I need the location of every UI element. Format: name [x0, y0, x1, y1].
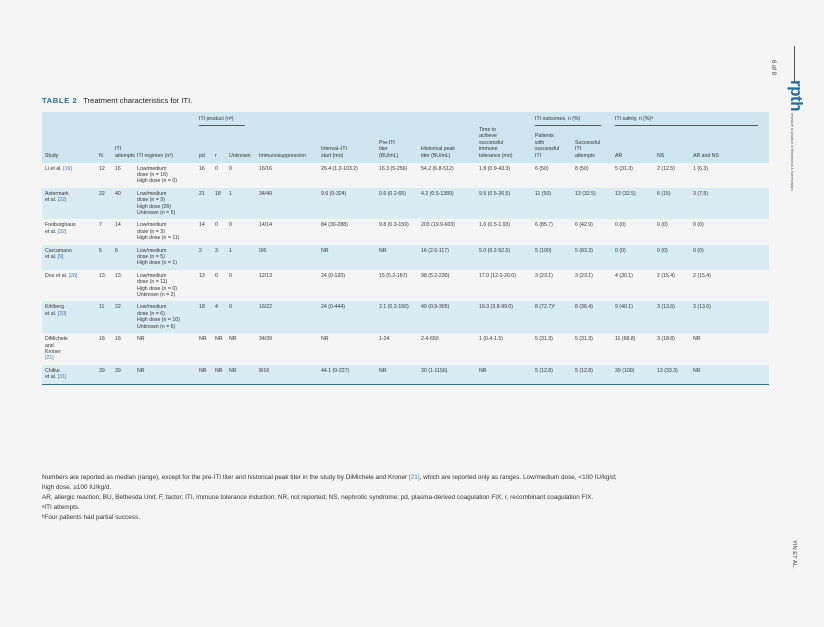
table-cell-peak: 98 (5.2-230)	[421, 272, 450, 279]
table-cell-ns: 3 (13.6)	[654, 301, 690, 333]
table-cell-peak: 4.2 (0.5-1380)	[418, 188, 476, 220]
table-cell-pd: 21	[196, 188, 212, 220]
table-body	[42, 163, 769, 384]
table-cell-attempts: 14	[115, 222, 121, 229]
table-cell-regimen: Low/medium dose (n = 9) High dose (26) Unknown (n = 5)	[134, 188, 196, 220]
table-cell-immuno: 16/22	[256, 301, 318, 333]
table-cell-interval: NR	[318, 245, 376, 270]
margin-rule	[794, 46, 795, 82]
table-cell-arns: 3 (7.5)	[690, 188, 769, 220]
column-header: Patients with successful ITI	[532, 126, 572, 163]
table-cell-time: 19.3 (3.8-99.0)	[476, 301, 532, 333]
table-cell-patients: 6 (85.7)	[535, 222, 553, 229]
table-container	[42, 112, 769, 385]
table-cell-ns: 0 (0)	[654, 245, 690, 270]
table-cell-ns: 2 (15.4)	[657, 272, 675, 279]
footnote-line: ᵃITI attempts.	[42, 504, 80, 511]
table-cell-immuno: 12/13	[259, 272, 272, 279]
citation-link[interactable]: [31]	[57, 374, 67, 381]
table-cell-time: 1.8 (0.9-43.3)	[479, 165, 511, 172]
table-cell-regimen: Low/medium dose (n = 11) High dose (n = 0) Unknown (n = 2)	[137, 272, 177, 299]
table-cell-time: 9.5 (0.5-26.5)	[476, 188, 532, 220]
table-cell-patients: 11 (50)	[532, 188, 572, 220]
table-cell-time: NR	[476, 365, 532, 384]
column-header: Immunosuppression	[256, 126, 318, 163]
citation-link[interactable]: [22]	[57, 197, 67, 204]
table-cell-ar: 0 (0)	[615, 222, 626, 229]
table-cell-attempts-success: 5 (83.3)	[572, 245, 612, 270]
table-cell-unknown: 0	[229, 165, 232, 172]
table-cell-immuno: 16/16	[259, 165, 272, 172]
table-cell-n: 22	[96, 188, 112, 220]
table-cell-ar: 0 (0)	[612, 245, 654, 270]
journal-name: rpth	[787, 80, 806, 112]
table-cell-pd: 2	[196, 245, 212, 270]
column-header: Pre-ITI titer (BU/mL)	[376, 126, 418, 163]
table-cell-unknown: 0	[226, 301, 256, 333]
citation-link[interactable]: [20]	[57, 310, 67, 317]
table-cell-study: Freiburghaus et al. [32]	[45, 222, 76, 235]
table-cell-peak: 40 (0.9-305)	[418, 301, 476, 333]
table-cell-n: 5	[96, 245, 112, 270]
table-cell-regimen: NR	[137, 336, 145, 343]
table-cell-attempts-success: 13 (32.5)	[572, 188, 612, 220]
table-cell-r: 4	[212, 301, 226, 333]
journal-subtitle: research & practice in thrombosis & haemostasis	[790, 113, 794, 191]
table-cell-time: 17.0 (12.0-20.0)	[479, 272, 516, 279]
citation-link[interactable]: [28]	[68, 272, 78, 279]
table-cell-unknown: 1	[226, 245, 256, 270]
table-cell-preiti: 0.6 (0.2-65)	[376, 188, 418, 220]
table-cell-attempts: 22	[112, 301, 134, 333]
table-cell-preiti: NR	[376, 365, 418, 384]
table-row	[42, 219, 769, 244]
table-row	[42, 301, 769, 333]
table-cell-study: Chitlur et al. [31]	[42, 365, 96, 384]
table-cell-attempts: 16	[115, 165, 121, 172]
table-cell-n: 11	[96, 301, 112, 333]
table-cell-immuno: 0/6	[256, 245, 318, 270]
column-header: ITI attempts	[112, 126, 134, 163]
table-cell-attempts-success: 6 (42.9)	[575, 222, 593, 229]
citation-link[interactable]: [21]	[45, 355, 54, 362]
table-cell-patients: 5 (31.3)	[535, 336, 553, 343]
table-cell-time: 1 (0.4-1.5)	[479, 336, 503, 343]
table-row	[42, 365, 769, 384]
table-cell-peak: 2.4-650	[421, 336, 439, 343]
author-running-head: YIN ET AL.	[791, 540, 797, 569]
footnote-line: Numbers are reported as median (range), except for the pre-ITI titer and historical peak titer in the study by DiMichele and Kroner [21], which are reported only as ranges. Low/medium dose, <100 IU/kg/d;	[42, 474, 617, 481]
table-cell-ar: 13 (32.5)	[612, 188, 654, 220]
table-cell-regimen: Low/medium dose (n = 16) High dose (n = 0)	[137, 165, 177, 185]
table-cell-patients: 5 (12.8)	[532, 365, 572, 384]
table-cell-arns: 0 (0)	[693, 222, 704, 229]
table-cell-regimen: NR	[134, 365, 196, 384]
table-cell-unknown: 0	[229, 272, 232, 279]
table-cell-arns: 0 (0)	[690, 245, 769, 270]
table-cell-attempts: 40	[112, 188, 134, 220]
table-cell-preiti: 16.3 (5-256)	[379, 165, 408, 172]
table-row	[42, 163, 769, 188]
table-cell-study: DiMichele and Kroner [21]	[45, 336, 68, 362]
table-cell-attempts-success: 5 (12.8)	[572, 365, 612, 384]
table-cell-patients: 5 (100)	[532, 245, 572, 270]
column-header: Study	[42, 126, 96, 163]
table-cell-unknown: NR	[229, 336, 237, 343]
table-cell-time: 5.0 (0.2-52.5)	[476, 245, 532, 270]
table-cell-pd: NR	[199, 336, 207, 343]
column-header: ITI regimen (nᵃ)	[134, 126, 196, 163]
table-cell-unknown: 1	[226, 188, 256, 220]
table-cell-study: Li et al. [19]	[45, 165, 72, 172]
citation-link[interactable]: [19]	[63, 165, 72, 172]
table-cell-patients: 8 (72.7)ᵇ	[532, 301, 572, 333]
table-cell-attempts-success: 5 (31.3)	[575, 336, 593, 343]
footnote-line: AR, allergic reaction; BU, Bethesda Unit; F, factor; ITI, immune tolerance induction; NR, not reported; NS, nephrotic syndrome; pd, plasma-derived coagulation FIX; r, recombinant coagulation FIX.	[42, 494, 594, 501]
table-cell-arns: NR	[693, 336, 701, 343]
table-column-header-row	[42, 126, 769, 163]
citation-link[interactable]: [32]	[57, 228, 67, 235]
table-cell-attempts-success: 8 (36.4)	[572, 301, 612, 333]
table-cell-patients: 3 (23.1)	[535, 272, 553, 279]
group-header-iti-safety: ITI safety, n (%)ᵃ	[612, 112, 769, 126]
table-cell-pd: 16	[199, 165, 205, 172]
treatment-table	[42, 112, 769, 385]
table-cell-ar: 5 (31.3)	[615, 165, 633, 172]
table-cell-preiti: 15 (5.2-167)	[379, 272, 408, 279]
journal-logo	[786, 80, 806, 191]
table-cell-pd: 13	[199, 272, 205, 279]
table-cell-attempts: 16	[115, 336, 121, 343]
column-header: Successful ITI attempts	[572, 126, 612, 163]
page-number: 6 of 9	[770, 60, 776, 76]
table-cell-study: Astermark et al. [22]	[42, 188, 96, 220]
column-header: Time to achieve successful immune tolerance (mo)	[476, 126, 532, 163]
table-cell-attempts-success: 3 (23.1)	[575, 272, 593, 279]
table-row	[42, 188, 769, 220]
table-cell-r: 0	[215, 165, 218, 172]
table-cell-study: Carcamano et al. [9]	[42, 245, 96, 270]
table-cell-study: Dou et al. [28]	[45, 272, 78, 279]
table-cell-regimen: Low/medium dose (n = 5) High dose (n = 1)	[134, 245, 196, 270]
table-cell-r: NR	[212, 365, 226, 384]
table-cell-r: 0	[215, 222, 218, 229]
table-cell-preiti: 1-24	[379, 336, 390, 343]
table-caption	[42, 96, 192, 105]
table-cell-pd: 18	[196, 301, 212, 333]
table-cell-attempts-success: 8 (50)	[575, 165, 589, 172]
column-header: AR	[612, 126, 654, 163]
column-header: Historical peak titer (BU/mL)	[418, 126, 476, 163]
table-cell-peak: 16 (2.6-117)	[418, 245, 476, 270]
table-cell-ns: 0 (0)	[657, 222, 668, 229]
table-cell-r: NR	[215, 336, 223, 343]
group-header-iti-product: ITI product (nᵃ)	[196, 112, 256, 126]
table-cell-unknown: NR	[226, 365, 256, 384]
table-cell-immuno: 14/14	[259, 222, 272, 229]
table-cell-regimen: Low/medium dose (n = 3) High dose (n = 11)	[137, 222, 180, 242]
table-cell-interval: 44.1 (0-227)	[318, 365, 376, 384]
table-cell-n: 12	[99, 165, 105, 172]
footnote-line: ᵇFour patients had partial success.	[42, 514, 140, 521]
table-cell-arns: 2 (15.4)	[693, 272, 711, 279]
table-row	[42, 245, 769, 270]
table-cell-immuno: 8/16	[256, 365, 318, 384]
table-cell-ar: 9 (40.1)	[612, 301, 654, 333]
column-header: Unknown	[226, 126, 256, 163]
table-cell-preiti: 9.8 (0.3-159)	[379, 222, 409, 229]
table-cell-interval: 9.6 (0-324)	[318, 188, 376, 220]
table-cell-pd: 14	[199, 222, 205, 229]
table-cell-time: 1.0 (0.5-1.93)	[479, 222, 511, 229]
column-header: N	[96, 126, 112, 163]
table-cell-immuno: 34/39	[259, 336, 272, 343]
table-cell-ar: 4 (30.1)	[615, 272, 633, 279]
table-cell-ns: 6 (15)	[654, 188, 690, 220]
column-header: Interval–ITI start (mo)	[318, 126, 376, 163]
column-header: pd	[196, 126, 212, 163]
table-cell-interval: NR	[321, 336, 329, 343]
table-row	[42, 270, 769, 302]
table-cell-n: 16	[99, 336, 105, 343]
table-cell-peak: 54.2 (6.8-512)	[421, 165, 454, 172]
group-header-iti-outcomes: ITI outcomes, n (%)	[532, 112, 612, 126]
citation-link[interactable]: [9]	[57, 254, 64, 261]
table-cell-ns: 2 (12.5)	[657, 165, 675, 172]
table-cell-arns: NR	[690, 365, 769, 384]
table-group-header-row	[42, 112, 769, 126]
table-cell-ar: 39 (100)	[612, 365, 654, 384]
table-cell-interval: 24 (0-444)	[318, 301, 376, 333]
table-title: Treatment characteristics for ITI.	[83, 96, 193, 105]
table-cell-attempts: 6	[112, 245, 134, 270]
table-cell-preiti: 2.1 (0.2-150)	[376, 301, 418, 333]
table-cell-immuno: 34/40	[256, 188, 318, 220]
table-cell-n: 7	[99, 222, 102, 229]
table-cell-peak: 203 (19.9-603)	[421, 222, 456, 229]
table-cell-ns: 13 (33.3)	[654, 365, 690, 384]
table-label: TABLE 2	[42, 96, 78, 105]
table-cell-ns: 3 (18.8)	[657, 336, 675, 343]
table-cell-preiti: NR	[376, 245, 418, 270]
table-cell-peak: 30 (1-1156)	[418, 365, 476, 384]
table-cell-interval: 24 (0-120)	[321, 272, 345, 279]
table-cell-ar: 11 (68.8)	[615, 336, 636, 343]
footnote-line: high dose, ≥100 IU/kg/d.	[42, 484, 112, 491]
table-cell-unknown: 0	[229, 222, 232, 229]
table-cell-attempts: 13	[115, 272, 121, 279]
table-cell-arns: 1 (6.3)	[693, 165, 709, 172]
table-cell-patients: 6 (50)	[535, 165, 549, 172]
column-header: AR and NS	[690, 126, 769, 163]
table-cell-interval: 84 (36-288)	[321, 222, 348, 229]
table-cell-attempts: 39	[112, 365, 134, 384]
table-cell-interval: 26.4 (1.2-103.2)	[321, 165, 358, 172]
table-cell-n: 39	[96, 365, 112, 384]
table-cell-regimen: Low/medium dose (n = 6) High dose (n = 10) Unknown (n = 6)	[134, 301, 196, 333]
table-cell-r: 3	[212, 245, 226, 270]
table-cell-pd: NR	[196, 365, 212, 384]
column-header: r	[212, 126, 226, 163]
table-footnotes	[42, 473, 769, 523]
table-cell-study: Kihlberg et al. [20]	[42, 301, 96, 333]
column-header: NS	[654, 126, 690, 163]
table-cell-n: 13	[99, 272, 105, 279]
table-cell-r: 18	[212, 188, 226, 220]
table-row	[42, 333, 769, 365]
table-cell-r: 0	[215, 272, 218, 279]
table-cell-arns: 3 (13.6)	[690, 301, 769, 333]
